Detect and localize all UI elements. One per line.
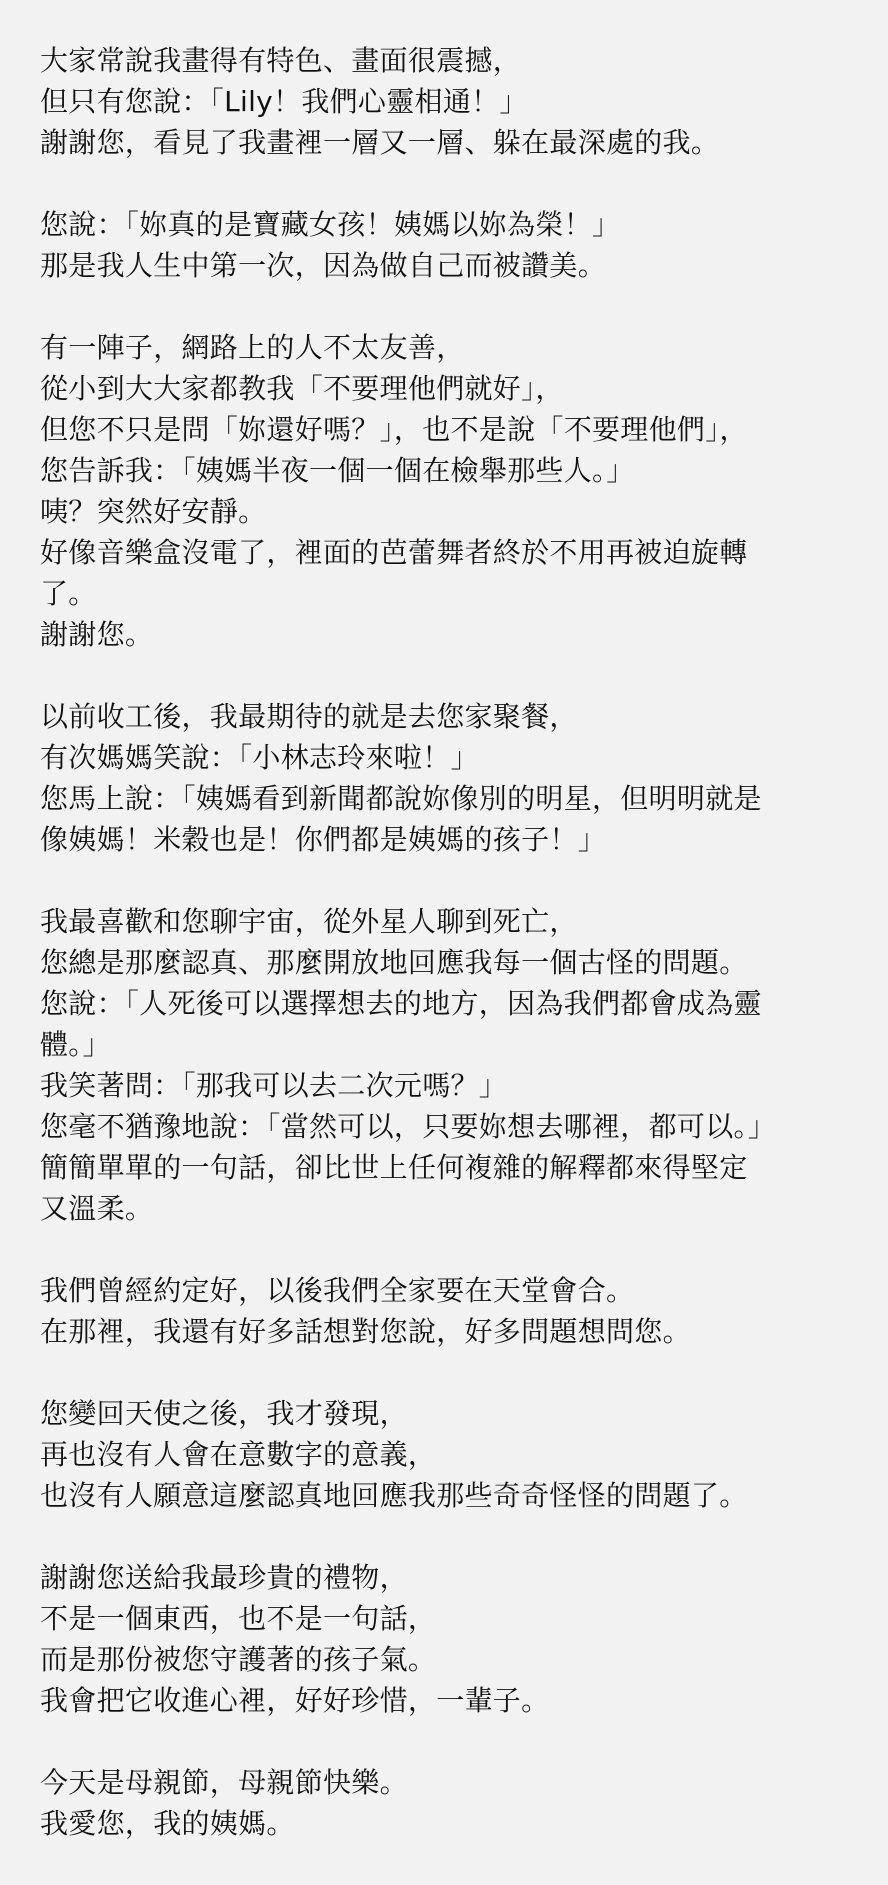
text-line: 再也沒有人會在意數字的意義， — [40, 1438, 437, 1471]
text-line: 又溫柔。 — [40, 1192, 154, 1225]
text-line: 您變回天使之後，我才發現， — [40, 1397, 408, 1430]
text-line: 謝謝您送給我最珍貴的禮物， — [40, 1561, 408, 1594]
text-line: 那是我人生中第一次，因為做自己而被讚美。 — [40, 249, 607, 282]
paragraph-7 — [40, 1393, 860, 1516]
text-line: 也沒有人願意這麼認真地回應我那些奇奇怪怪的問題了。 — [40, 1479, 748, 1512]
text-line: 有一陣子，網路上的人不太友善， — [40, 331, 465, 364]
paragraph-3 — [40, 327, 860, 655]
text-line: 您說：「妳真的是寶藏女孩！姨媽以妳為榮！」 — [40, 208, 621, 241]
text-line: 但只有您說：「Lily！我們心靈相通！」 — [40, 85, 528, 118]
text-line: 好像音樂盒沒電了，裡面的芭蕾舞者終於不用再被迫旋轉 — [40, 536, 748, 569]
text-line: 在那裡，我還有好多話想對您說，好多問題想問您。 — [40, 1315, 691, 1348]
text-line: 謝謝您。 — [40, 618, 154, 651]
text-line: 咦？突然好安靜。 — [40, 495, 267, 528]
text-line: 從小到大大家都教我「不要理他們就好」， — [40, 372, 564, 405]
text-line: 我笑著問：「那我可以去二次元嗎？」 — [40, 1069, 508, 1102]
text-line: 您告訴我：「姨媽半夜一個一個在檢舉那些人。」 — [40, 454, 635, 487]
text-line: 像姨媽！米穀也是！你們都是姨媽的孩子！」 — [40, 823, 607, 856]
letter-body — [40, 40, 860, 1885]
text-line: 今天是母親節，母親節快樂。 — [40, 1766, 408, 1799]
paragraph-8 — [40, 1557, 860, 1721]
text-line: 您馬上說：「姨媽看到新聞都說妳像別的明星，但明明就是 — [40, 782, 762, 815]
paragraph-4 — [40, 696, 860, 860]
text-line: 簡簡單單的一句話，卻比世上任何複雜的解釋都來得堅定 — [40, 1151, 748, 1184]
text-line: 有次媽媽笑說：「小林志玲來啦！」 — [40, 741, 479, 774]
text-line: 大家常說我畫得有特色、畫面很震撼， — [40, 44, 522, 77]
paragraph-9 — [40, 1762, 860, 1844]
text-line: 謝謝您，看見了我畫裡一層又一層、躲在最深處的我。 — [40, 126, 720, 159]
text-line: 我們曾經約定好，以後我們全家要在天堂會合。 — [40, 1274, 635, 1307]
text-line: 我最喜歡和您聊宇宙，從外星人聊到死亡， — [40, 905, 578, 938]
text-line: 了。 — [40, 577, 97, 610]
text-line: 您說：「人死後可以選擇想去的地方，因為我們都會成為靈 — [40, 987, 762, 1020]
text-line: 以前收工後，我最期待的就是去您家聚餐， — [40, 700, 578, 733]
text-line: 您毫不猶豫地說：「當然可以，只要妳想去哪裡，都可以。」 — [40, 1110, 777, 1143]
text-line: 但您不只是問「妳還好嗎？」，也不是說「不要理他們」， — [40, 413, 748, 446]
text-line: 我會把它收進心裡，好好珍惜，一輩子。 — [40, 1684, 550, 1717]
paragraph-6 — [40, 1270, 860, 1352]
text-line: 我愛您，我的姨媽。 — [40, 1807, 295, 1840]
paragraph-5 — [40, 901, 860, 1229]
text-line: 不是一個東西，也不是一句話， — [40, 1602, 437, 1635]
text-line: 您總是那麼認真、那麼開放地回應我每一個古怪的問題。 — [40, 946, 748, 979]
text-line: 而是那份被您守護著的孩子氣。 — [40, 1643, 437, 1676]
paragraph-2 — [40, 204, 860, 286]
paragraph-1 — [40, 40, 860, 163]
text-line: 體。」 — [40, 1028, 111, 1061]
